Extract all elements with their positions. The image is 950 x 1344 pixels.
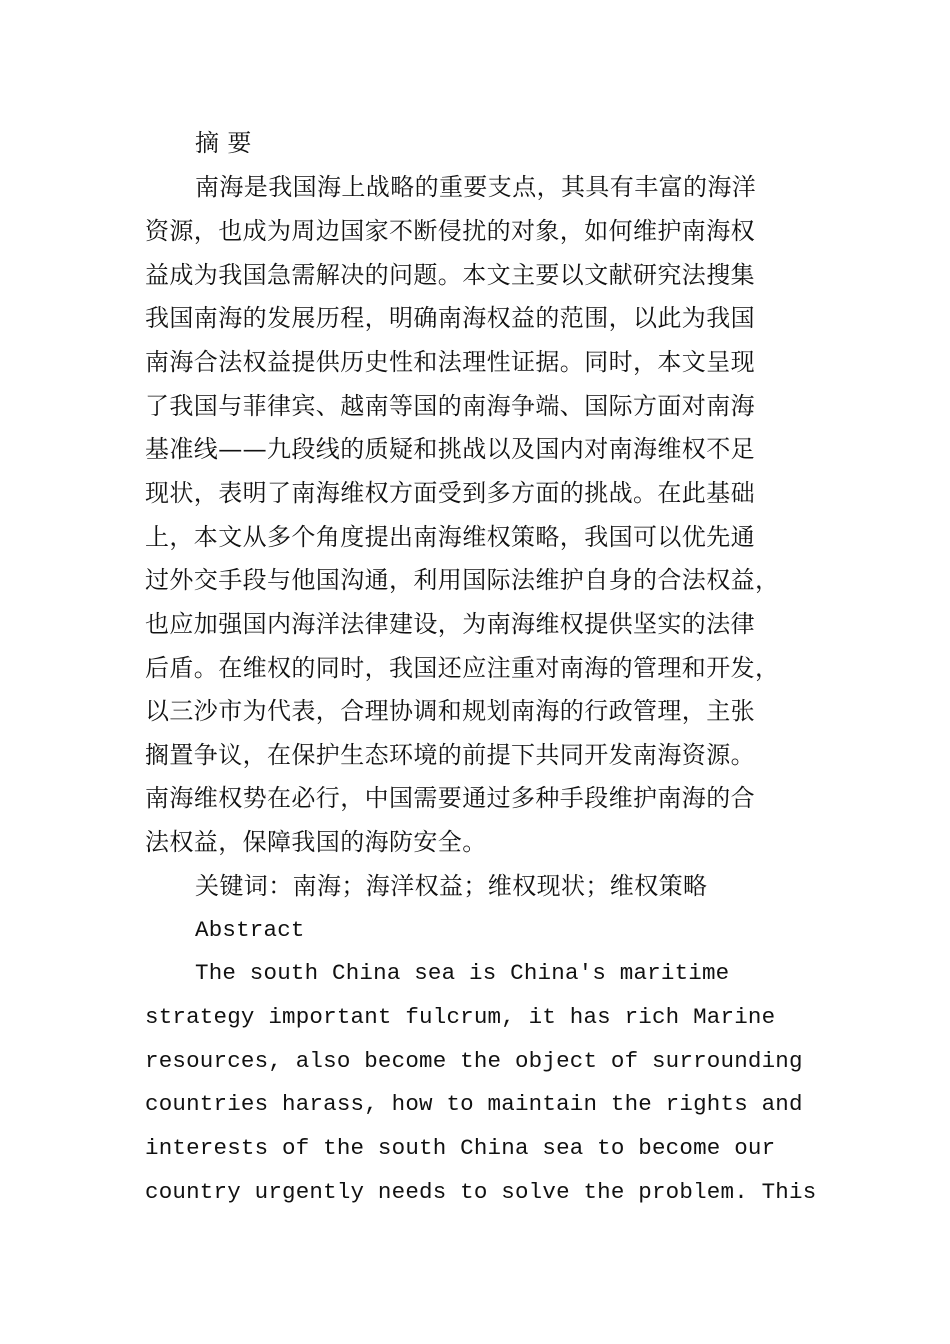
abstract-en-line: resources, also become the object of surrounding xyxy=(145,1048,803,1074)
abstract-en-line: strategy important fulcrum, it has rich Marine xyxy=(145,1004,776,1030)
abstract-cn-line: 了我国与菲律宾、越南等国的南海争端、国际方面对南海 xyxy=(145,392,755,420)
abstract-cn-line: 基准线——九段线的质疑和挑战以及国内对南海维权不足 xyxy=(145,435,755,463)
abstract-cn-line: 搁置争议，在保护生态环境的前提下共同开发南海资源。 xyxy=(145,741,755,769)
abstract-cn-line: 我国南海的发展历程，明确南海权益的范围，以此为我国 xyxy=(145,304,755,332)
abstract-cn-line: 也应加强国内海洋法律建设，为南海维权提供坚实的法律 xyxy=(145,610,755,638)
abstract-cn-line: 南海是我国海上战略的重要支点，其具有丰富的海洋 xyxy=(195,173,757,201)
abstract-heading-cn: 摘 要 xyxy=(195,129,252,157)
abstract-en-line: The south China sea is China's maritime xyxy=(195,960,730,986)
abstract-en-line: country urgently needs to solve the problem. This xyxy=(145,1179,817,1205)
abstract-cn-line: 过外交手段与他国沟通，利用国际法维护自身的合法权益， xyxy=(145,566,780,594)
abstract-en-line: countries harass, how to maintain the rights and xyxy=(145,1091,803,1117)
abstract-en-line: interests of the south China sea to become our xyxy=(145,1135,776,1161)
keywords-line: 关键词：南海；海洋权益；维权现状；维权策略 xyxy=(195,872,708,900)
abstract-cn-line: 现状，表明了南海维权方面受到多方面的挑战。在此基础 xyxy=(145,479,755,507)
abstract-cn-line: 资源，也成为周边国家不断侵扰的对象，如何维护南海权 xyxy=(145,217,755,245)
abstract-cn-line: 上，本文从多个角度提出南海维权策略，我国可以优先通 xyxy=(145,523,755,551)
abstract-cn-line: 南海合法权益提供历史性和法理性证据。同时，本文呈现 xyxy=(145,348,755,376)
abstract-heading-en: Abstract xyxy=(195,917,305,943)
abstract-cn-line: 后盾。在维权的同时，我国还应注重对南海的管理和开发， xyxy=(145,654,780,682)
abstract-cn-line: 法权益，保障我国的海防安全。 xyxy=(145,828,487,856)
abstract-cn-line: 以三沙市为代表，合理协调和规划南海的行政管理，主张 xyxy=(145,697,755,725)
abstract-cn-line: 南海维权势在必行，中国需要通过多种手段维护南海的合 xyxy=(145,784,755,812)
abstract-cn-line: 益成为我国急需解决的问题。本文主要以文献研究法搜集 xyxy=(145,261,755,289)
